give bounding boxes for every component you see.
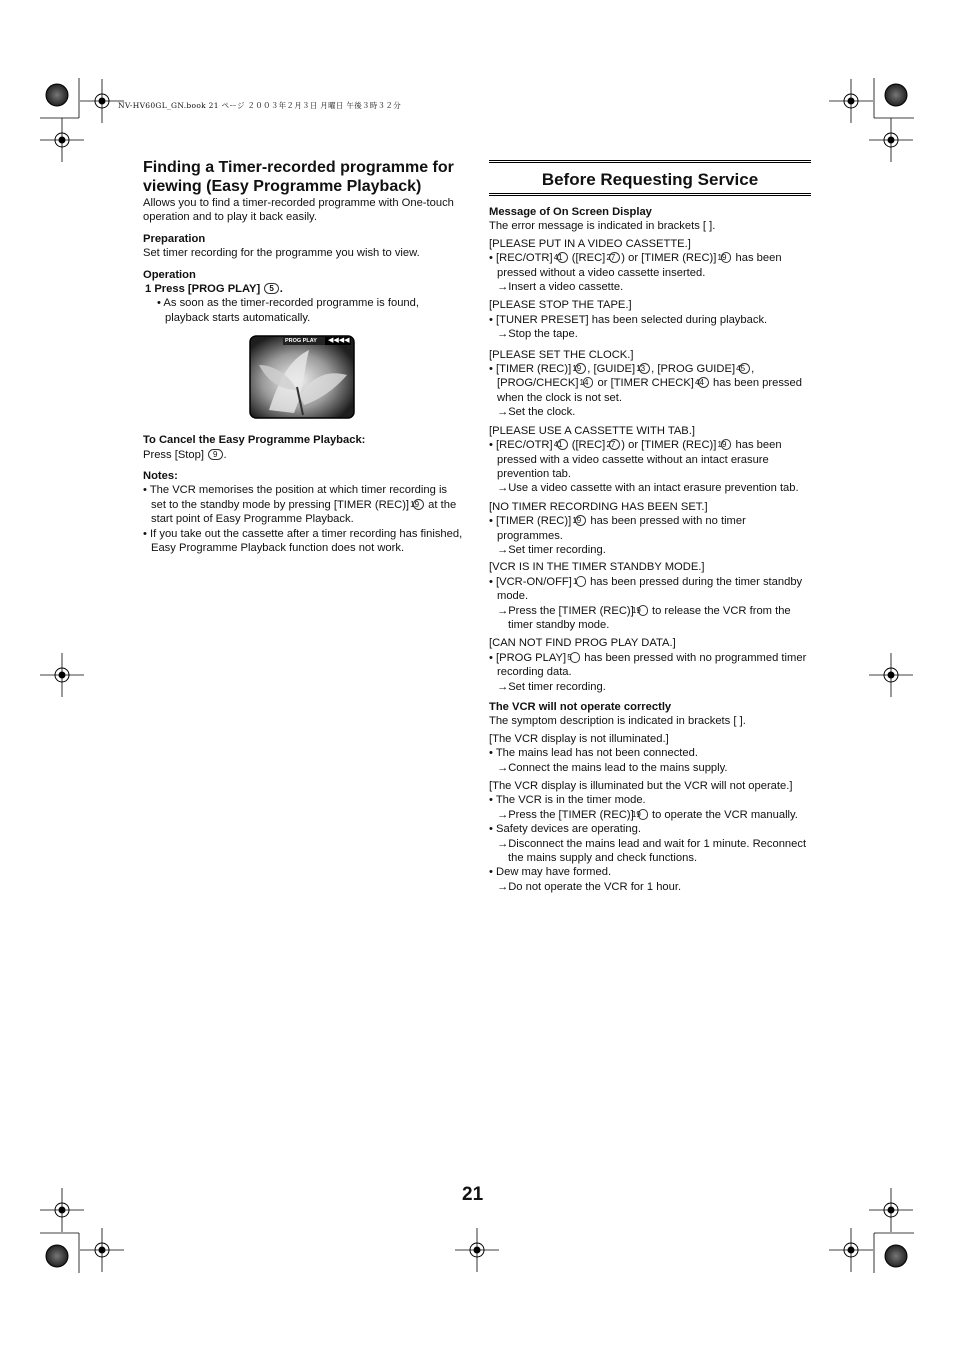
ref-badge: 5 [570, 652, 580, 663]
ref-badge: 44 [698, 377, 709, 388]
message-cause: • [PROG PLAY] 5 has been pressed with no programmed timer recording data. [489, 651, 807, 679]
symptom-fix: →Press the [TIMER (REC)] 19 to operate the VCR manually. [497, 808, 798, 821]
ref-badge: 19 [575, 515, 586, 526]
ref-badge: 27 [609, 439, 620, 450]
message-title: [PLEASE USE A CASSETTE WITH TAB.] [489, 424, 695, 437]
ref-badge: 41 [557, 439, 568, 450]
symptom-title: [The VCR display is not illuminated.] [489, 732, 669, 745]
ref-badge: 1 [576, 576, 586, 587]
message-fix: →Set timer recording. [497, 680, 606, 693]
flower-image [249, 335, 355, 419]
ref-badge: 13 [639, 363, 650, 374]
message-title: [CAN NOT FIND PROG PLAY DATA.] [489, 637, 676, 650]
symptom-cause: • Safety devices are operating. [489, 823, 641, 836]
ref-badge: 9 [208, 449, 222, 460]
vcr-heading: The VCR will not operate correctly [489, 701, 672, 713]
message-fix: →Set timer recording. [497, 543, 606, 556]
operation-heading: Operation [143, 268, 196, 281]
message-fix: →Set the clock. [497, 406, 576, 419]
print-header-note: NV-HV60GL_GN.book 21 ページ ２００３年２月３日 月曜日 午後３時３２分 [118, 101, 401, 110]
step-1: 1 Press [PROG PLAY] 5 . [145, 283, 283, 296]
ref-badge: 19 [638, 605, 648, 616]
heading-line2: viewing (Easy Programme Playback) [143, 178, 422, 195]
message-title: [PLEASE SET THE CLOCK.] [489, 348, 634, 361]
message-title: [NO TIMER RECORDING HAS BEEN SET.] [489, 500, 708, 513]
left-column [143, 158, 465, 556]
ref-badge: 14 [583, 377, 594, 388]
ref-badge: 19 [721, 252, 732, 263]
ref-badge: 5 [264, 283, 278, 294]
section-title: Before Requesting Service [541, 170, 759, 189]
message-title: [PLEASE STOP THE TAPE.] [489, 299, 632, 312]
symptom-fix: →Connect the mains lead to the mains supply. [497, 761, 728, 774]
ref-badge: 19 [638, 809, 648, 820]
message-cause: • [TIMER (REC)] 19 , [GUIDE] 13 , [PROG GUIDE] 45 , [PROG/CHECK] 14 or [TIMER CHECK] 44 has been pressed when the clock is not set. [489, 363, 802, 404]
symptom-title: [The VCR display is illuminated but the VCR will not operate.] [489, 780, 793, 793]
notes-heading: Notes: [143, 470, 178, 483]
symptom-cause: • The VCR is in the timer mode. [489, 794, 646, 807]
message-cause: • [TUNER PRESET] has been selected during playback. [489, 313, 768, 326]
preparation-text: Set timer recording for the programme you wish to view. [143, 247, 420, 260]
osd-intro: The error message is indicated in brackets [ ]. [489, 220, 716, 233]
message-title: [PLEASE PUT IN A VIDEO CASSETTE.] [489, 237, 691, 250]
ref-badge: 19 [413, 499, 424, 510]
message-fix: →Stop the tape. [497, 328, 578, 341]
page-number: 21 [462, 1184, 484, 1205]
message-cause: • [VCR-ON/OFF] 1 has been pressed during the timer standby mode. [489, 575, 803, 603]
message-cause: • [TIMER (REC)] 19 has been pressed with no timer programmes. [489, 515, 746, 542]
note-2: • If you take out the cassette after a timer recording has finished, Easy Programme Playback function does not work. [143, 527, 463, 555]
heading-line1: Finding a Timer-recorded programme for [143, 159, 454, 176]
cancel-heading: To Cancel the Easy Programme Playback: [143, 434, 366, 447]
note-1: • The VCR memorises the position at which timer recording is set to the standby mode by pressing [TIMER (REC)] 19 at the start point of Easy Programme Playback. [143, 484, 457, 526]
message-title: [VCR IS IN THE TIMER STANDBY MODE.] [489, 561, 705, 574]
preparation-heading: Preparation [143, 232, 206, 245]
symptom-cause: • The mains lead has not been connected. [489, 747, 698, 760]
message-cause: • [REC/OTR] 41 ([REC] 27 ) or [TIMER (REC)] 19 has been pressed with a video cassette without an intact erasure prevention tab. [489, 439, 782, 480]
symptom-fix: →Do not operate the VCR for 1 hour. [497, 880, 682, 893]
message-cause: • [REC/OTR] 41 ([REC] 27 ) or [TIMER (REC)] 19 has been pressed without a video cassette inserted. [489, 252, 782, 279]
message-fix: →Press the [TIMER (REC)] 19 to release the VCR from the timer standby mode. [497, 604, 791, 631]
tape-indicator-icon: ◀◀◀◀ [328, 337, 350, 345]
tv-screen-illustration [249, 335, 355, 419]
step-1-note: • As soon as the timer-recorded programme is found, playback starts automatically. [157, 297, 419, 324]
cancel-text: Press [Stop] 9 . [143, 448, 227, 461]
intro-text: Allows you to find a timer-recorded programme with One-touch operation and to play it back easily. [143, 197, 454, 224]
ref-badge: 19 [575, 363, 586, 374]
right-column [489, 160, 811, 894]
prog-play-label: PROG PLAY [285, 338, 317, 345]
vcr-intro: The symptom description is indicated in brackets [ ]. [489, 715, 746, 728]
ref-badge: 41 [557, 252, 568, 263]
symptom-cause: • Dew may have formed. [489, 866, 612, 879]
osd-heading: Message of On Screen Display [489, 206, 652, 218]
ref-badge: 45 [739, 363, 750, 374]
symptom-fix: →Disconnect the mains lead and wait for 1 minute. Reconnect the mains supply and check functions. [497, 837, 807, 865]
ref-badge: 27 [609, 252, 620, 263]
ref-badge: 19 [721, 439, 732, 450]
message-fix: →Use a video cassette with an intact erasure prevention tab. [497, 482, 799, 495]
section-title-box [489, 160, 811, 196]
message-fix: →Insert a video cassette. [497, 281, 624, 294]
section-heading-easy-playback [143, 158, 465, 196]
